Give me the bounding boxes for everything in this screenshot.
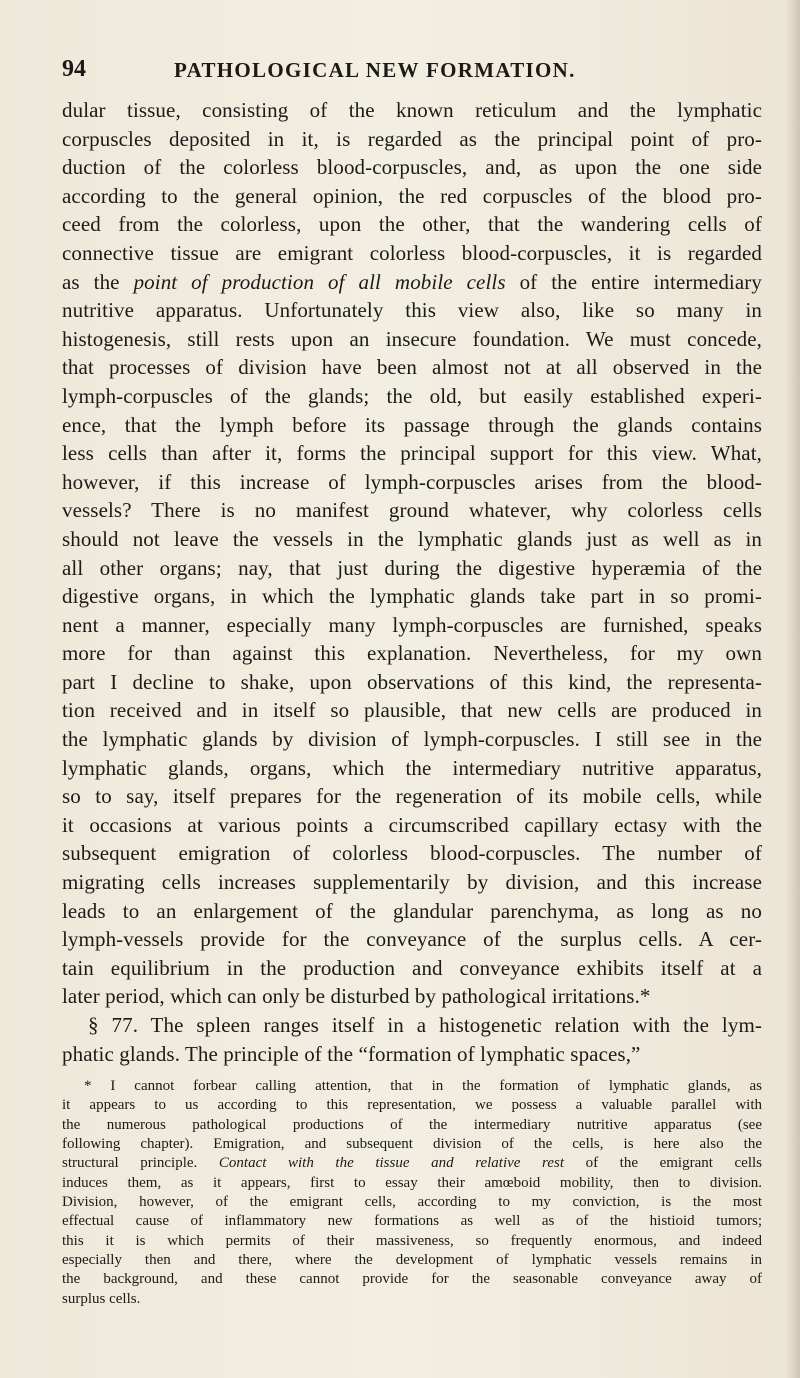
text-line: digestive organs, in which the lymphatic glands take part in so promi- xyxy=(62,584,762,609)
text-line: later period, which can only be disturbed by pathological irritations.* xyxy=(62,984,651,1009)
footnote-line: it appears to us according to this representation, we possess a valuable parallel with xyxy=(62,1097,762,1114)
page-edge-shadow xyxy=(786,0,800,1378)
footnote-line: * I cannot forbear calling attention, that in the formation of lymphatic glands, as xyxy=(84,1078,762,1094)
text-line: tion received and in itself so plausible, that new cells are produced in xyxy=(62,698,762,723)
text-line: leads to an enlargement of the glandular parenchyma, as long as no xyxy=(62,898,762,923)
text-line: should not leave the vessels in the lymphatic glands just as well as in xyxy=(62,526,762,551)
footnote-line: especially then and there, where the development of lymphatic vessels remains in xyxy=(62,1252,762,1269)
text-line: nutritive apparatus. Unfortunately this view also, like so many in xyxy=(62,298,762,323)
text-line: lymph-vessels provide for the conveyance of the surplus cells. A cer- xyxy=(62,927,762,952)
text-line: ence, that the lymph before its passage through the glands contains xyxy=(62,412,762,437)
footnote-line: induces them, as it appears, first to essay their amœboid mobility, then to division. xyxy=(62,1174,762,1191)
footnote-line-with-italic: structural principle. Contact with the tissue and relative rest of the emigrant cells xyxy=(62,1155,762,1172)
text-line: all other organs; nay, that just during the digestive hyperæmia of the xyxy=(62,555,762,580)
text-line: dular tissue, consisting of the known reticulum and the lymphatic xyxy=(62,98,762,122)
footnote-line: this it is which permits of their massiveness, so frequently enormous, and indeed xyxy=(62,1232,762,1249)
text-line: ceed from the colorless, upon the other, that the wandering cells of xyxy=(62,212,762,237)
section-line: phatic glands. The principle of the “formation of lymphatic spaces,” xyxy=(62,1041,641,1066)
text-line: it occasions at various points a circumscribed capillary ectasy with the xyxy=(62,812,762,837)
footnote xyxy=(62,1077,762,1309)
text-line: tain equilibrium in the production and conveyance exhibits itself at a xyxy=(62,955,762,980)
text-line: corpuscles deposited in it, is regarded as the principal point of pro- xyxy=(62,126,762,151)
footnote-line: following chapter). Emigration, and subsequent division of the cells, is here also the xyxy=(62,1136,762,1153)
text-line-with-italic: as the point of production of all mobile cells of the entire intermediary xyxy=(62,269,762,294)
text-line: migrating cells increases supplementarily by division, and this increase xyxy=(62,870,762,895)
text-line: however, if this increase of lymph-corpuscles arises from the blood- xyxy=(62,469,762,494)
footnote-line: surplus cells. xyxy=(62,1290,141,1307)
text-line: so to say, itself prepares for the regeneration of its mobile cells, while xyxy=(62,784,762,809)
italic-phrase: Contact with the tissue and relative rest xyxy=(218,1155,564,1172)
text-line: nent a manner, especially many lymph-corpuscles are furnished, speaks xyxy=(62,612,762,637)
page-header xyxy=(62,56,762,86)
text-line: less cells than after it, forms the principal support for this view. What, xyxy=(62,441,762,466)
section-line: § 77. The spleen ranges itself in a histogenetic relation with the lym- xyxy=(88,1013,762,1037)
text-line: more for than against this explanation. Nevertheless, for my own xyxy=(62,641,762,666)
text-line: lymph-corpuscles of the glands; the old, but easily established experi- xyxy=(62,383,762,408)
text-line: the lymphatic glands by division of lymph-corpuscles. I still see in the xyxy=(62,727,762,752)
running-head: PATHOLOGICAL NEW FORMATION. xyxy=(174,58,576,82)
page-number: 94 xyxy=(62,56,86,82)
text-line: duction of the colorless blood-corpuscles, and, as upon the one side xyxy=(62,155,762,180)
text-line: histogenesis, still rests upon an insecure foundation. We must concede, xyxy=(62,326,762,351)
italic-phrase: point of production of all mobile cells xyxy=(133,269,506,294)
text-line: lymphatic glands, organs, which the intermediary nutritive apparatus, xyxy=(62,755,762,780)
text-line: connective tissue are emigrant colorless blood-corpuscles, it is regarded xyxy=(62,240,762,265)
main-text xyxy=(62,96,762,1068)
footnote-line: the numerous pathological productions of the intermediary nutritive apparatus (see xyxy=(62,1116,762,1133)
text-line: vessels? There is no manifest ground whatever, why colorless cells xyxy=(62,498,762,523)
text-line: according to the general opinion, the red corpuscles of the blood pro- xyxy=(62,183,762,208)
text-line: subsequent emigration of colorless blood-corpuscles. The number of xyxy=(62,841,762,866)
text-line: that processes of division have been almost not at all observed in the xyxy=(62,355,762,380)
footnote-line: Division, however, of the emigrant cells, according to my conviction, is the most xyxy=(62,1194,762,1211)
footnote-line: the background, and these cannot provide for the seasonable conveyance away of xyxy=(62,1271,762,1288)
footnote-line: effectual cause of inflammatory new formations as well as of the histioid tumors; xyxy=(62,1213,762,1230)
text-line: part I decline to shake, upon observations of this kind, the representa- xyxy=(62,669,762,694)
